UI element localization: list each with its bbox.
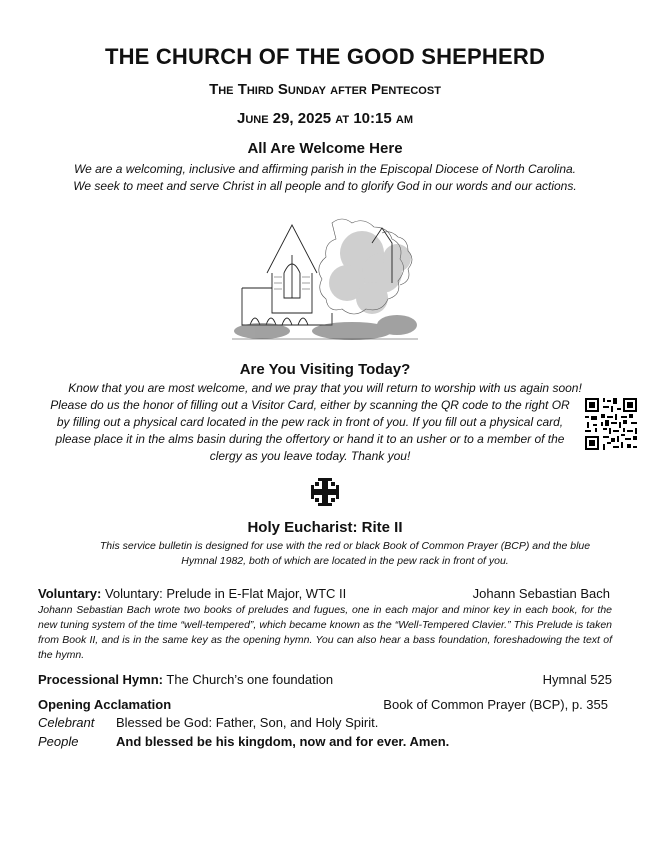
voluntary-note: Johann Sebastian Bach wrote two books of preludes and fugues, one in each major and minor key in each book, for the new tuning system of the time “well-tempered”, which became known as the “Well-Tempered Clavier.” This Prelude is taken from Book II, and is in the same key as the opening hymn. You can also hear a bass foundation, foreshadowing the text of the hymn. <box>38 604 612 661</box>
acclamation-ref: Book of Common Prayer (BCP), p. 355 <box>383 697 608 712</box>
acclamation-label: Opening Acclamation <box>38 697 172 712</box>
visiting-line-4: please place it in the alms basin during the offertory or hand it to an usher or to a member of the <box>55 432 565 446</box>
voluntary-composer: Johann Sebastian Bach <box>472 586 610 601</box>
date-text: June 29, 2025 <box>237 110 332 127</box>
church-name: THE CHURCH OF THE GOOD SHEPHERD <box>104 44 546 69</box>
welcome-line-1: We are a welcoming, inclusive and affirming parish in the Episcopal Diocese of North Carolina. <box>73 162 577 176</box>
visitor-card-qr-code[interactable] <box>585 398 637 450</box>
jerusalem-cross-icon <box>309 476 341 508</box>
service-subtitle: The Third Sunday after Pentecost <box>209 81 441 98</box>
visiting-line-2: Please do us the honor of filling out a Visitor Card, either by scanning the QR code to the right OR <box>50 398 570 412</box>
date-am: am <box>391 110 413 127</box>
visiting-line-1: Know that you are most welcome, and we pray that you will return to worship with us again soon! <box>68 381 582 395</box>
people-role: People <box>38 734 79 749</box>
eucharist-line-1: This service bulletin is designed for use with the red or black Book of Common Prayer (BCP) and the blue <box>99 540 591 552</box>
celebrant-text: Blessed be God: Father, Son, and Holy Spirit. <box>116 715 379 730</box>
service-date <box>0 110 650 127</box>
visiting-line-3: by filling out a physical card located in the pew rack in front of you. If you fill out a physical card, <box>56 415 564 429</box>
people-line <box>38 734 449 749</box>
church-drawing-image <box>232 213 418 343</box>
eucharist-line-2: Hymnal 1982, both of which are located in the pew rack in front of you. <box>181 555 509 567</box>
voluntary-label: Voluntary: <box>38 586 102 601</box>
processional-label: Processional Hymn: <box>38 672 163 687</box>
eucharist-heading: Holy Eucharist: Rite II <box>247 519 403 536</box>
visiting-heading: Are You Visiting Today? <box>239 361 411 378</box>
processional-row <box>38 672 612 690</box>
voluntary-title: Voluntary: Prelude in E-Flat Major, WTC II <box>101 586 347 601</box>
welcome-heading: All Are Welcome Here <box>247 140 403 157</box>
processional-ref: Hymnal 525 <box>542 672 612 687</box>
date-time: 10:15 <box>353 110 392 127</box>
welcome-line-2: We seek to meet and serve Christ in all people and to glorify God in our words and our actions. <box>73 179 577 193</box>
acclamation-row <box>38 697 612 715</box>
celebrant-line <box>38 715 378 730</box>
celebrant-role: Celebrant <box>38 715 95 730</box>
date-at: at <box>331 110 354 127</box>
visiting-line-5: clergy as you leave today. Thank you! <box>209 449 411 463</box>
people-text: And blessed be his kingdom, now and for ever. Amen. <box>116 734 450 749</box>
voluntary-row <box>38 586 612 604</box>
processional-title: The Church’s one foundation <box>163 672 334 687</box>
